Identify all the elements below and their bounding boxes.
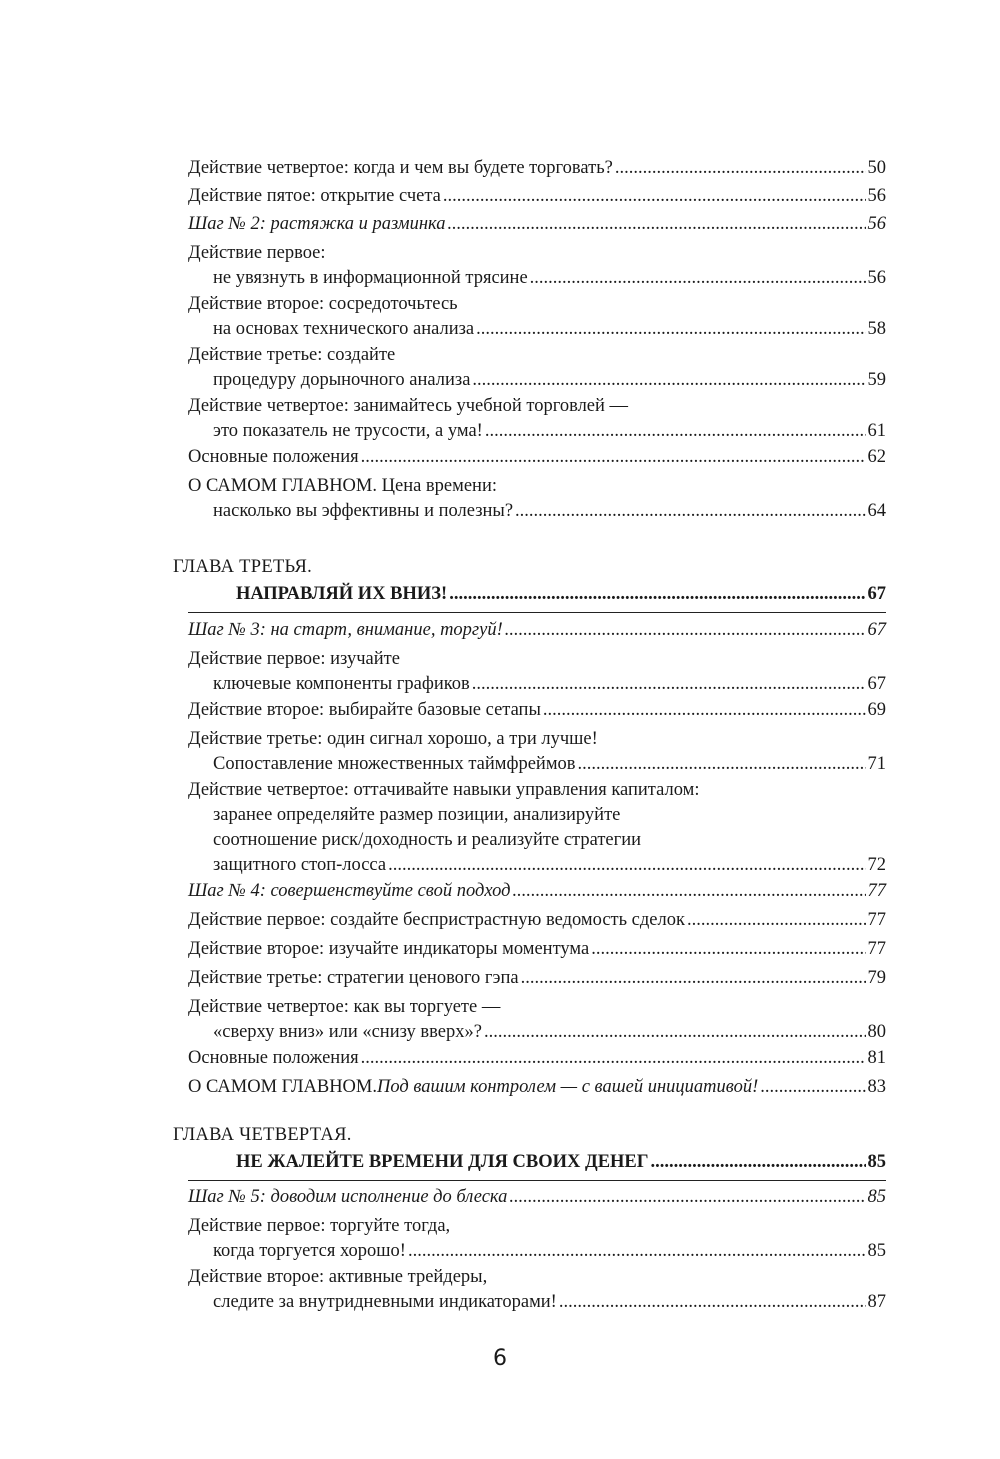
- toc-entry: Действие пятое: открытие счета ..... 56: [188, 184, 886, 212]
- toc-entry: Действие третье: стратегии ценового гэпа ..... 79: [188, 966, 886, 995]
- page-number: 6: [493, 1346, 507, 1371]
- chapter-title: НАПРАВЛЯЙ ИХ ВНИЗ! ..... 67: [236, 582, 886, 607]
- toc-entry: Действие второе: активные трейдеры, следите за внутридневными индикаторами! ..... 87: [188, 1265, 886, 1316]
- toc-entry: Действие второе: сосредоточьтесь на основах технического анализа ..... 58: [188, 292, 886, 343]
- toc-entry: Действие первое: торгуйте тогда, когда торгуется хорошо! ..... 85: [188, 1214, 886, 1265]
- toc-entry: Действие первое: не увязнуть в информационной трясине ..... 56: [188, 241, 886, 292]
- toc-entry: Основные положения ..... 62: [188, 445, 886, 474]
- toc-entry: О САМОМ ГЛАВНОМ. Под вашим контролем — с вашей инициативой! ..... 83: [188, 1075, 886, 1104]
- toc-entry: Основные положения ..... 81: [188, 1046, 886, 1075]
- toc-part1: [188, 156, 886, 525]
- toc-entry: Действие третье: создайте процедуру дорыночного анализа ..... 59: [188, 343, 886, 394]
- chapter-divider: [188, 612, 886, 613]
- toc-entry-step: Шаг № 3: на старт, внимание, торгуй! ..... 67: [188, 618, 886, 647]
- toc-entry-step: Шаг № 5: доводим исполнение до блеска ..... 85: [188, 1185, 886, 1214]
- toc-entry: Действие четвертое: как вы торгуете — «сверху вниз» или «снизу вверх»? ..... 80: [188, 995, 886, 1046]
- chapter-divider: [188, 1180, 886, 1181]
- toc-entry-step: Шаг № 2: растяжка и разминка ..... 56: [188, 212, 886, 241]
- toc-entry: Действие четвертое: оттачивайте навыки управления капиталом: заранее определяйте размер позиции, анализируйте соотношение риск/доходность и реализуйте стратегии защитного стоп-лосса ..... 72: [188, 778, 886, 879]
- toc-entry: Действие четвертое: когда и чем вы будете торговать? ..... 50: [188, 156, 886, 184]
- toc-chapter3: [188, 618, 886, 1104]
- toc-entry: Действие третье: один сигнал хорошо, а три лучше! Сопоставление множественных таймфреймов ..... 71: [188, 727, 886, 778]
- toc-entry: Действие первое: изучайте ключевые компоненты графиков ..... 67: [188, 647, 886, 698]
- chapter-title: НЕ ЖАЛЕЙТЕ ВРЕМЕНИ ДЛЯ СВОИХ ДЕНЕГ ..... 85: [236, 1150, 886, 1175]
- toc-entry: Действие второе: изучайте индикаторы моментума ..... 77: [188, 937, 886, 966]
- toc-entry: Действие четвертое: занимайтесь учебной торговлей — это показатель не трусости, а ума! ..... 61: [188, 394, 886, 445]
- toc-chapter4: [188, 1185, 886, 1316]
- toc-entry-step: Шаг № 4: совершенствуйте свой подход ..... 77: [188, 879, 886, 908]
- chapter-label: ГЛАВА ЧЕТВЕРТАЯ.: [173, 1125, 352, 1145]
- toc-entry: Действие первое: создайте беспристрастную ведомость сделок ..... 77: [188, 908, 886, 937]
- chapter-label: ГЛАВА ТРЕТЬЯ.: [173, 557, 313, 577]
- toc-entry: Действие второе: выбирайте базовые сетапы ..... 69: [188, 698, 886, 727]
- toc-entry: О САМОМ ГЛАВНОМ. Цена времени: насколько вы эффективны и полезны? ..... 64: [188, 474, 886, 525]
